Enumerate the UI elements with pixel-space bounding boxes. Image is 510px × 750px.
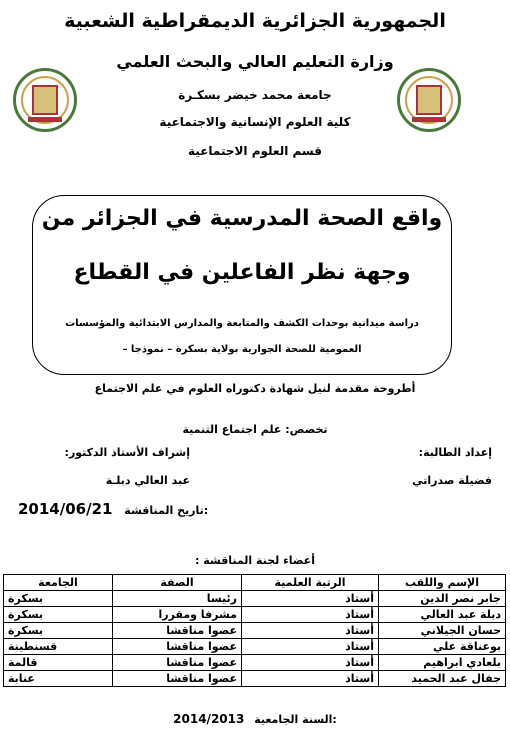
committee-header-row [4,575,506,591]
table-row [4,591,506,607]
member-rank: أستاذ [242,623,379,639]
table-row [4,671,506,687]
academic-year: 2014/2013 [173,712,245,726]
member-rank: أستاذ [242,607,379,623]
member-university: قسنطينة [4,639,113,655]
header-role: الصفة [113,575,242,591]
defense-date: 2014/06/21 [18,500,113,518]
table-row [4,607,506,623]
thesis-subtitle-line2: العمومية للصحة الجوارية بولاية بسكرة – نموذجا – [122,344,362,355]
member-name: بلعادي ابراهيم [379,655,506,671]
republic-title: الجمهورية الجزائرية الديمقراطية الشعبية [64,10,446,32]
table-row [4,639,506,655]
academic-year-row [0,712,510,726]
academic-year-label: السنة الجامعية: [254,713,337,726]
member-name: دبلة عبد العالي [379,607,506,623]
member-role: عضوا مناقشا [113,671,242,687]
member-role: مشرفا ومقررا [113,607,242,623]
member-university: بسكرة [4,607,113,623]
member-rank: أستاذ [242,655,379,671]
member-university: عنابة [4,671,113,687]
member-role: عضوا مناقشا [113,655,242,671]
member-role: رئيسا [113,591,242,607]
thesis-title-line1: واقع الصحة المدرسية في الجزائر من [41,206,443,231]
university-logo-left [13,68,77,132]
department-name: قسم العلوم الاجتماعية [188,144,322,158]
defense-date-row [18,500,278,518]
member-name: حسان الجيلاني [379,623,506,639]
member-rank: أستاذ [242,639,379,655]
committee-label: أعضاء لجنة المناقشة : [195,554,315,567]
member-rank: أستاذ [242,671,379,687]
member-university: بسكرة [4,623,113,639]
header-university: الجامعة [4,575,113,591]
table-row [4,655,506,671]
student-name: فضيلة صدراتي [412,474,492,487]
university-name: جامعة محمد خيضر بسكـرة [178,88,332,102]
supervisor-name: عبد العالي دبلـة [105,474,190,487]
member-role: عضوا مناقشا [113,623,242,639]
member-university: قالمة [4,655,113,671]
defense-date-label: تاريخ المناقشة: [124,504,209,517]
member-name: جفال عبد الحميد [379,671,506,687]
member-university: بسكرة [4,591,113,607]
header-name: الإسم واللقب [379,575,506,591]
ministry-title: وزارة التعليم العالي والبحث العلمي [116,52,394,71]
member-name: بوعناقة علي [379,639,506,655]
header-rank: الرتبة العلمية [242,575,379,591]
university-logo-right [397,68,461,132]
thesis-purpose-note: أطروحة مقدمة لنيل شهادة دكتوراه العلوم في علم الاجتماع [94,382,416,395]
member-name: جابر نصر الدين [379,591,506,607]
thesis-title-line2: وجهة نظر الفاعلين في القطاع [73,260,411,285]
supervisor-label: إشراف الأستاذ الدكتور: [64,446,190,459]
prepared-by-label: إعداد الطالبة: [418,446,492,459]
faculty-name: كلية العلوم الإنسانية والاجتماعية [159,115,351,129]
thesis-subtitle-line1: دراسة ميدانية بوحدات الكشف والمتابعة والمدارس الابتدائية والمؤسسات [65,318,419,329]
member-rank: أستاذ [242,591,379,607]
table-row [4,623,506,639]
committee-table [3,574,506,687]
specialty-label: تخصص: علم اجتماع التنمية [182,423,328,436]
member-role: عضوا مناقشا [113,639,242,655]
